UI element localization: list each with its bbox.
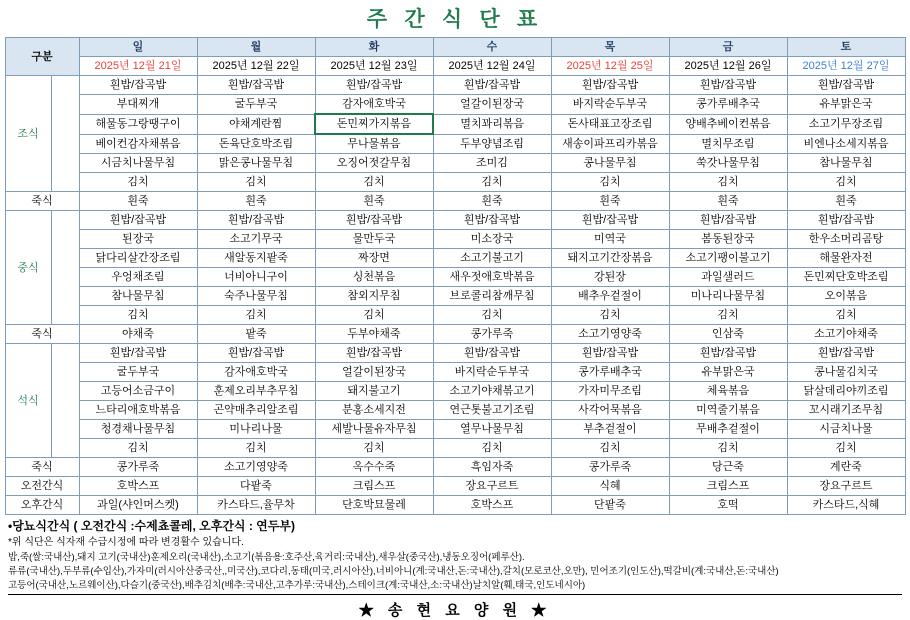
table-row <box>5 76 905 95</box>
cell-juk3-4: 콩가루죽 <box>551 458 669 477</box>
table-row <box>5 249 905 268</box>
cell-breakfast-5-3: 멸치무조림 <box>669 134 787 154</box>
table-row-juk1 <box>5 192 905 211</box>
cell-breakfast-5-1: 콩가루배추국 <box>669 95 787 115</box>
cell-breakfast-3-5: 김치 <box>433 173 551 192</box>
cell-lunch-5-0: 흰밥/잡곡밥 <box>669 211 787 230</box>
cell-lunch-5-4: 미나리나물무침 <box>669 287 787 306</box>
cell-dinner-3-3: 연근톳불고기조림 <box>433 401 551 420</box>
cell-lunch-3-1: 미소장국 <box>433 230 551 249</box>
cell-dinner-2-3: 분홍소세지전 <box>315 401 433 420</box>
cell-dinner-2-4: 세발나물유자무침 <box>315 420 433 439</box>
cell-juk1-0: 흰죽 <box>79 192 197 211</box>
cell-juk3-1: 소고기영양죽 <box>197 458 315 477</box>
cell-juk1-4: 흰죽 <box>551 192 669 211</box>
cell-dinner-6-0: 흰밥/잡곡밥 <box>787 344 905 363</box>
weekly-menu-table <box>5 37 906 515</box>
cell-lunch-1-5: 김치 <box>197 306 315 325</box>
meal-label-morning-snack: 오전간식 <box>5 477 79 496</box>
cell-lunch-5-1: 봄동된장국 <box>669 230 787 249</box>
cell-breakfast-5-2: 양배추베이컨볶음 <box>669 114 787 134</box>
table-row <box>5 439 905 458</box>
table-row <box>5 211 905 230</box>
table-row-afternoon-snack <box>5 496 905 515</box>
cell-lunch-0-2: 닭다리살간장조림 <box>79 249 197 268</box>
cell-breakfast-4-5: 김치 <box>551 173 669 192</box>
header-date-3: 2025년 12월 24일 <box>433 57 551 76</box>
cell-lunch-5-2: 소고기팽이불고기 <box>669 249 787 268</box>
cell-breakfast-4-4: 콩나물무침 <box>551 154 669 173</box>
cell-lunch-4-1: 미역국 <box>551 230 669 249</box>
cell-breakfast-1-3: 돈육단호박조림 <box>197 134 315 154</box>
header-date-5: 2025년 12월 26일 <box>669 57 787 76</box>
table-row <box>5 287 905 306</box>
cell-morning-snack-6: 장요구르트 <box>787 477 905 496</box>
cell-breakfast-6-0: 흰밥/잡곡밥 <box>787 76 905 95</box>
origin-line-2: 류류(국내산),두부류(수입산),가자미(러시아산중국산,,미국산),코다리,동태(미국,러시아산),너비아니(계:국내산,돈:국내산),갈치(모로코산,오만), 민어조기(인도산),떡갈비(계:국내산,돈:국내산) <box>8 566 779 577</box>
cell-lunch-2-4: 참외지무침 <box>315 287 433 306</box>
header-date-2: 2025년 12월 23일 <box>315 57 433 76</box>
cell-lunch-3-4: 브로콜리참깨무침 <box>433 287 551 306</box>
table-row <box>5 173 905 192</box>
cell-dinner-6-3: 꼬시래기조무침 <box>787 401 905 420</box>
cell-dinner-3-4: 열무나물무침 <box>433 420 551 439</box>
cell-breakfast-0-4: 시금치나물무침 <box>79 154 197 173</box>
note-diabetes-snack: •당뇨식간식 ( 오전간식 :수제쵸콜레, 오후간식 : 연두부) <box>8 519 295 533</box>
meal-label-lunch: 중식 <box>5 211 51 325</box>
cell-lunch-4-2: 돼지고기간장볶음 <box>551 249 669 268</box>
cell-dinner-1-1: 감자애호박국 <box>197 363 315 382</box>
cell-dinner-4-2: 가자미무조림 <box>551 382 669 401</box>
cell-dinner-1-4: 미나리나물 <box>197 420 315 439</box>
cell-lunch-4-0: 흰밥/잡곡밥 <box>551 211 669 230</box>
header-day-fri: 금 <box>669 38 787 57</box>
table-header-dates <box>5 57 905 76</box>
cell-dinner-0-5: 김치 <box>79 439 197 458</box>
cell-lunch-2-0: 흰밥/잡곡밥 <box>315 211 433 230</box>
cell-breakfast-3-1: 얼갈이된장국 <box>433 95 551 115</box>
cell-lunch-1-4: 숙주나물무침 <box>197 287 315 306</box>
cell-dinner-6-2: 닭살데리야끼조림 <box>787 382 905 401</box>
cell-dinner-0-0: 흰밥/잡곡밥 <box>79 344 197 363</box>
header-date-1: 2025년 12월 22일 <box>197 57 315 76</box>
cell-afternoon-snack-4: 단팥죽 <box>551 496 669 515</box>
cell-lunch-2-2: 짜장면 <box>315 249 433 268</box>
cell-dinner-4-1: 콩가루배추국 <box>551 363 669 382</box>
cell-juk1-3: 흰죽 <box>433 192 551 211</box>
cell-lunch-0-1: 된장국 <box>79 230 197 249</box>
cell-breakfast-5-5: 김치 <box>669 173 787 192</box>
cell-juk1-5: 흰죽 <box>669 192 787 211</box>
cell-dinner-3-5: 김치 <box>433 439 551 458</box>
table-row <box>5 306 905 325</box>
header-gubun: 구분 <box>5 38 79 76</box>
cell-morning-snack-2: 크림스프 <box>315 477 433 496</box>
cell-afternoon-snack-3: 호박스프 <box>433 496 551 515</box>
cell-lunch-0-5: 김치 <box>79 306 197 325</box>
header-day-thu: 목 <box>551 38 669 57</box>
cell-lunch-5-3: 과일샐러드 <box>669 268 787 287</box>
cell-breakfast-6-4: 참나물무침 <box>787 154 905 173</box>
cell-lunch-6-3: 돈민찌단호박조림 <box>787 268 905 287</box>
cell-afternoon-snack-5: 호떡 <box>669 496 787 515</box>
cell-lunch-1-0: 흰밥/잡곡밥 <box>197 211 315 230</box>
cell-juk2-0: 야채죽 <box>79 325 197 344</box>
cell-breakfast-1-2: 야채계란찜 <box>197 114 315 134</box>
table-row <box>5 134 905 154</box>
cell-dinner-4-4: 부추겉절이 <box>551 420 669 439</box>
cell-dinner-3-0: 흰밥/잡곡밥 <box>433 344 551 363</box>
cell-breakfast-4-1: 바지락순두부국 <box>551 95 669 115</box>
table-row-juk3 <box>5 458 905 477</box>
cell-breakfast-2-2-highlighted: 돈민찌가지볶음 <box>315 114 433 134</box>
cell-breakfast-3-3: 두부양념조림 <box>433 134 551 154</box>
cell-breakfast-6-1: 유부맑은국 <box>787 95 905 115</box>
cell-afternoon-snack-0: 과일(샤인머스켓) <box>79 496 197 515</box>
table-row <box>5 154 905 173</box>
notes-section <box>0 515 910 592</box>
table-row-morning-snack <box>5 477 905 496</box>
cell-morning-snack-3: 장요구르트 <box>433 477 551 496</box>
cell-breakfast-6-2: 소고기무장조림 <box>787 114 905 134</box>
cell-dinner-5-2: 체육볶음 <box>669 382 787 401</box>
cell-dinner-0-4: 청경채나물무침 <box>79 420 197 439</box>
cell-dinner-6-4: 시금치나물 <box>787 420 905 439</box>
cell-dinner-0-2: 고등어소금구이 <box>79 382 197 401</box>
cell-breakfast-3-0: 흰밥/잡곡밥 <box>433 76 551 95</box>
header-date-6: 2025년 12월 27일 <box>787 57 905 76</box>
cell-afternoon-snack-2: 단호박묘물레 <box>315 496 433 515</box>
header-day-sun: 일 <box>79 38 197 57</box>
cell-lunch-6-0: 흰밥/잡곡밥 <box>787 211 905 230</box>
cell-dinner-4-0: 흰밥/잡곡밥 <box>551 344 669 363</box>
cell-lunch-4-4: 배추우겉절이 <box>551 287 669 306</box>
cell-juk3-2: 옥수수죽 <box>315 458 433 477</box>
cell-dinner-5-4: 무배추겉절이 <box>669 420 787 439</box>
cell-dinner-2-1: 얼갈이된장국 <box>315 363 433 382</box>
cell-morning-snack-5: 크림스프 <box>669 477 787 496</box>
cell-breakfast-0-0: 흰밥/잡곡밥 <box>79 76 197 95</box>
cell-breakfast-1-1: 굴두부국 <box>197 95 315 115</box>
cell-breakfast-2-5: 김치 <box>315 173 433 192</box>
cell-lunch-6-2: 해물완자전 <box>787 249 905 268</box>
cell-juk3-3: 흑임자죽 <box>433 458 551 477</box>
cell-lunch-2-5: 김치 <box>315 306 433 325</box>
cell-breakfast-0-5: 김치 <box>79 173 197 192</box>
header-day-tue: 화 <box>315 38 433 57</box>
cell-juk2-5: 인삼죽 <box>669 325 787 344</box>
cell-breakfast-4-2: 돈사태표고장조림 <box>551 114 669 134</box>
cell-breakfast-0-1: 부대찌개 <box>79 95 197 115</box>
page-title: 주 간 식 단 표 <box>366 7 544 31</box>
footer-facility-name: ★ 송 현 요 양 원 ★ <box>358 602 552 619</box>
cell-dinner-3-1: 바지락순두부국 <box>433 363 551 382</box>
cell-lunch-5-5: 김치 <box>669 306 787 325</box>
cell-lunch-6-1: 한우소머리곰탕 <box>787 230 905 249</box>
cell-juk1-1: 흰죽 <box>197 192 315 211</box>
cell-lunch-0-0: 흰밥/잡곡밥 <box>79 211 197 230</box>
cell-juk3-0: 콩가루죽 <box>79 458 197 477</box>
cell-lunch-3-2: 소고기불고기 <box>433 249 551 268</box>
cell-lunch-3-5: 김치 <box>433 306 551 325</box>
cell-lunch-1-3: 너비아니구이 <box>197 268 315 287</box>
table-row <box>5 344 905 363</box>
cell-juk2-4: 소고기영양죽 <box>551 325 669 344</box>
cell-breakfast-6-3: 비엔나소세지볶음 <box>787 134 905 154</box>
cell-breakfast-5-0: 흰밥/잡곡밥 <box>669 76 787 95</box>
meal-label-juk-2: 죽식 <box>5 325 79 344</box>
cell-lunch-0-4: 참나물무침 <box>79 287 197 306</box>
cell-lunch-0-3: 우엉채조림 <box>79 268 197 287</box>
header-day-wed: 수 <box>433 38 551 57</box>
table-row <box>5 420 905 439</box>
table-row <box>5 401 905 420</box>
meal-label-afternoon-snack: 오후간식 <box>5 496 79 515</box>
meal-label-breakfast: 조식 <box>5 76 51 192</box>
cell-lunch-4-5: 김치 <box>551 306 669 325</box>
table-row <box>5 114 905 134</box>
cell-juk2-1: 팥죽 <box>197 325 315 344</box>
cell-lunch-2-1: 물만두국 <box>315 230 433 249</box>
table-row <box>5 268 905 287</box>
table-row <box>5 382 905 401</box>
table-row <box>5 363 905 382</box>
cell-lunch-1-2: 새알동지팥죽 <box>197 249 315 268</box>
cell-dinner-3-2: 소고기야채볶고기 <box>433 382 551 401</box>
cell-breakfast-0-3: 베이컨감자채볶음 <box>79 134 197 154</box>
cell-dinner-0-1: 굴두부국 <box>79 363 197 382</box>
cell-dinner-1-5: 김치 <box>197 439 315 458</box>
cell-dinner-4-5: 김치 <box>551 439 669 458</box>
cell-dinner-6-1: 콩나물김치국 <box>787 363 905 382</box>
cell-juk2-3: 콩가루죽 <box>433 325 551 344</box>
cell-dinner-1-2: 훈제오리부추무침 <box>197 382 315 401</box>
cell-breakfast-4-3: 새송이파프리카볶음 <box>551 134 669 154</box>
cell-juk3-5: 당근죽 <box>669 458 787 477</box>
cell-breakfast-3-2: 멸치꽈리볶음 <box>433 114 551 134</box>
cell-dinner-5-1: 유부맑은국 <box>669 363 787 382</box>
cell-dinner-5-0: 흰밥/잡곡밥 <box>669 344 787 363</box>
cell-breakfast-4-0: 흰밥/잡곡밥 <box>551 76 669 95</box>
cell-juk2-6: 소고기야채죽 <box>787 325 905 344</box>
meal-label-juk-1: 죽식 <box>5 192 79 211</box>
cell-dinner-2-2: 돼지불고기 <box>315 382 433 401</box>
cell-morning-snack-1: 다팥죽 <box>197 477 315 496</box>
cell-dinner-4-3: 사각어묵볶음 <box>551 401 669 420</box>
cell-afternoon-snack-1: 카스타드,율무차 <box>197 496 315 515</box>
cell-breakfast-3-4: 조미김 <box>433 154 551 173</box>
cell-morning-snack-0: 호박스프 <box>79 477 197 496</box>
cell-breakfast-2-0: 흰밥/잡곡밥 <box>315 76 433 95</box>
cell-dinner-1-0: 흰밥/잡곡밥 <box>197 344 315 363</box>
cell-lunch-4-3: 강된장 <box>551 268 669 287</box>
cell-dinner-5-5: 김치 <box>669 439 787 458</box>
cell-breakfast-5-4: 쑥갓나물무침 <box>669 154 787 173</box>
cell-dinner-1-3: 곤약매추리알조림 <box>197 401 315 420</box>
cell-lunch-1-1: 소고기무국 <box>197 230 315 249</box>
cell-breakfast-1-5: 김치 <box>197 173 315 192</box>
table-row <box>5 95 905 115</box>
cell-breakfast-2-1: 감자애호박국 <box>315 95 433 115</box>
cell-dinner-6-5: 김치 <box>787 439 905 458</box>
cell-lunch-2-3: 싱천볶음 <box>315 268 433 287</box>
cell-breakfast-1-0: 흰밥/잡곡밥 <box>197 76 315 95</box>
header-date-0: 2025년 12월 21일 <box>79 57 197 76</box>
cell-dinner-0-3: 느타리애호박볶음 <box>79 401 197 420</box>
header-day-mon: 월 <box>197 38 315 57</box>
cell-dinner-2-0: 흰밥/잡곡밥 <box>315 344 433 363</box>
cell-morning-snack-4: 식혜 <box>551 477 669 496</box>
cell-juk2-2: 두부야채죽 <box>315 325 433 344</box>
cell-lunch-3-0: 흰밥/잡곡밥 <box>433 211 551 230</box>
cell-breakfast-2-3: 무나물볶음 <box>315 134 433 154</box>
cell-lunch-3-3: 새우젓애호박볶음 <box>433 268 551 287</box>
meal-label-dinner: 석식 <box>5 344 51 458</box>
cell-dinner-2-5: 김치 <box>315 439 433 458</box>
cell-juk1-2: 흰죽 <box>315 192 433 211</box>
header-day-sat: 토 <box>787 38 905 57</box>
cell-lunch-6-5: 김치 <box>787 306 905 325</box>
origin-line-1: 밥,죽(쌀:국내산),돼지 고기(국내산)훈제오리(국내산),소고기(볶음용:호주산,육거리:국내산),새우살(중국산),냉동오징어(페루산). <box>8 552 525 563</box>
cell-afternoon-snack-6: 카스타드,식혜 <box>787 496 905 515</box>
cell-lunch-6-4: 오이볶음 <box>787 287 905 306</box>
cell-breakfast-0-2: 해물동그랑땡구이 <box>79 114 197 134</box>
origin-line-3: 고등어(국내산,노르웨이산),다슬기(중국산),배추김치(배추:국내산,고추가루:국내산),스테이크(계:국내산,소:국내산)날치알(훼,태국,인도네시아) <box>8 580 586 591</box>
cell-juk3-6: 계란죽 <box>787 458 905 477</box>
cell-breakfast-1-4: 맑은콩나물무침 <box>197 154 315 173</box>
cell-juk1-6: 흰죽 <box>787 192 905 211</box>
cell-dinner-5-3: 미역줄기볶음 <box>669 401 787 420</box>
meal-label-juk-3: 죽식 <box>5 458 79 477</box>
cell-breakfast-2-4: 오징어젓갈무침 <box>315 154 433 173</box>
table-row-juk2 <box>5 325 905 344</box>
header-date-4: 2025년 12월 25일 <box>551 57 669 76</box>
note-menu-change: *위 식단은 식자재 수급시정에 따라 변경활수 있습니다. <box>8 537 244 548</box>
cell-breakfast-6-5: 김치 <box>787 173 905 192</box>
table-row <box>5 230 905 249</box>
table-header-days <box>5 38 905 57</box>
